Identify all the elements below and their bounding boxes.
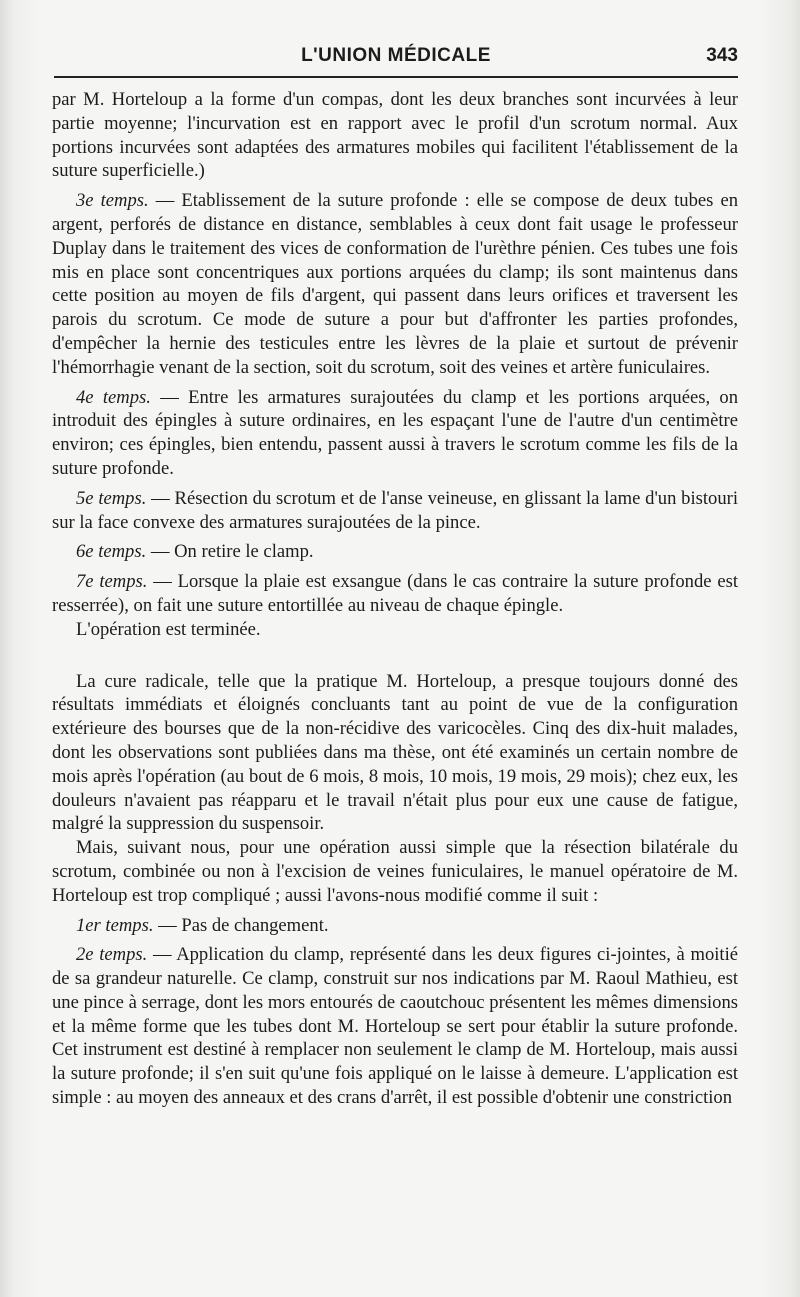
paragraph: L'opération est terminée. xyxy=(76,618,261,640)
paragraph: 3e temps. — Etablissement de la suture profonde : elle se compose de deux tubes en argent, perforés de distance en distance, semblables à ceux dont fait usage le professeur Duplay dans le traitement des vices de conformation de l'urèthre pénien. Ces tubes une fois mis en place sont concentriques aux portions arquées du clamp; ils sont maintenus dans cette position au moyen de fils d'argent, qui passent dans leurs orifices et traversent les parois du scrotum. Ce mode de suture a pour but d'affronter les parties profondes, d'empêcher la hernie des testicules entre les lèvres de la plaie et surtout de prévenir l'hémorrhagie venant de la section, soit du scrotum, soit des veines et artère funiculaires. xyxy=(52,190,738,378)
paragraph: 6e temps. — On retire le clamp. xyxy=(76,541,314,563)
paragraph: Mais, suivant nous, pour une opération aussi simple que la résection bilatérale du scrotum, combinée ou non à l'excision de veines funiculaires, le manuel opératoire de M. Horteloup est trop compliqué ; aussi l'avons-nous modifié comme il suit : xyxy=(52,837,738,906)
paragraph: 4e temps. — Entre les armatures surajoutées du clamp et les portions arquées, on introduit des épingles à suture ordinaires, en les espaçant l'une de l'autre d'un centimètre environ; ces épingles, bien entendu, passent aussi à travers le scrotum comme les fils de la suture profonde. xyxy=(52,386,739,479)
running-title: L'UNION MÉDICALE xyxy=(301,45,491,66)
step-label: 5e temps. xyxy=(76,487,147,509)
step-label: 6e temps. xyxy=(76,541,147,563)
page-header xyxy=(54,40,738,78)
paragraph: par M. Horteloup a la forme d'un compas, dont les deux branches sont incurvées à leur partie moyenne; l'incurvation est en rapport avec le profil d'un scrotum normal. Aux portions incurvées sont adaptées des armatures mobiles qui facilitent l'établissement de la suture superficielle.) xyxy=(52,89,738,182)
page-number: 343 xyxy=(706,45,738,66)
paragraph: 1er temps. — Pas de changement. xyxy=(76,914,329,936)
step-label: 1er temps. xyxy=(76,914,154,936)
body-text xyxy=(52,88,738,1110)
step-label: 4e temps. xyxy=(76,386,151,408)
step-label: 7e temps. xyxy=(76,571,148,593)
paragraph: 5e temps. — Résection du scrotum et de l'anse veineuse, en glissant la lame d'un bistouri sur la face convexe des armatures surajoutées de la pince. xyxy=(52,487,738,533)
step-label: 2e temps. xyxy=(76,944,148,966)
paragraph: La cure radicale, telle que la pratique M. Horteloup, a presque toujours donné des résultats immédiats et éloignés concluants tant au point de vue de la configuration extérieure des bourses que de la non-récidive des varicocèles. Cinq des dix-huit malades, dont les observations sont publiées dans ma thèse, ont été examinés un certain nombre de mois après l'opération (au bout de 6 mois, 8 mois, 10 mois, 19 mois, 29 mois); chez eux, les douleurs n'avaient pas réapparu et le travail n'était plus pour eux une cause de fatigue, malgré la suppression du suspensoir. xyxy=(52,670,738,835)
paragraph: 2e temps. — Application du clamp, représenté dans les deux figures ci-jointes, à moitié de sa grandeur naturelle. Ce clamp, construit sur nos indications par M. Raoul Mathieu, est une pince à serrage, dont les mors entourés de caoutchouc présentent les mêmes dimensions et la même forme que les tubes dont M. Horteloup se sert pour établir la suture profonde. Cet instrument est destiné à remplacer non seulement le clamp de M. Horteloup, mais aussi la suture profonde; il s'en suit qu'une fois appliqué on le laisse à demeure. L'application est simple : au moyen des anneaux et des crans d'arrêt, il est possible d'obtenir une constriction xyxy=(52,944,738,1109)
paragraph: 7e temps. — Lorsque la plaie est exsangue (dans le cas contraire la suture profonde est resserrée), on fait une suture entortillée au niveau de chaque épingle. xyxy=(52,571,738,616)
step-label: 3e temps. xyxy=(76,190,149,212)
